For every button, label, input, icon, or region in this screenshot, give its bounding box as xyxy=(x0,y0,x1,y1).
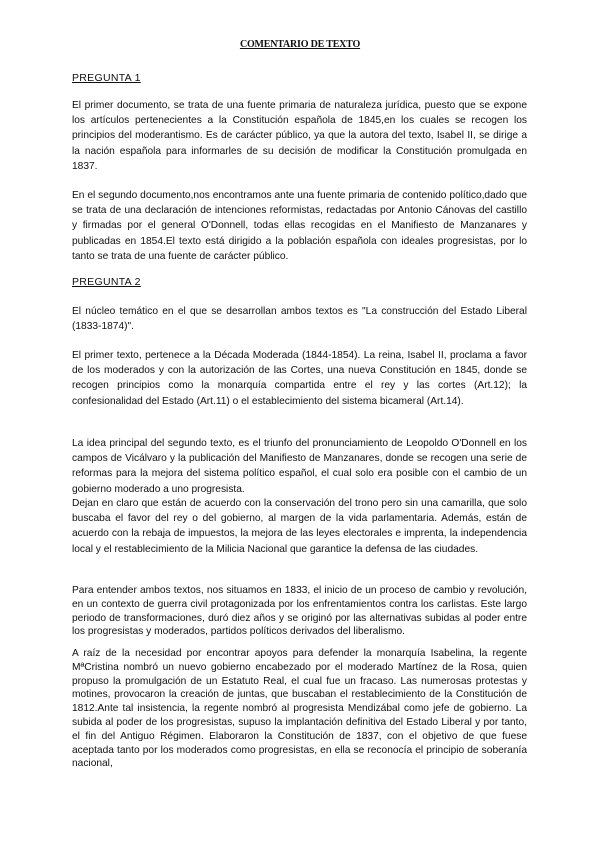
paragraph: El primer documento, se trata de una fuente primaria de naturaleza jurídica, puesto que se expone los artículos pertenecientes a la Constitución española de 1845,en los cuales se recogen los principios del moderantismo. Es de carácter público, ya que la autora del texto, Isabel II, se dirige a la nación española para informarles de su decisión de modificar la Constitución promulgada en 1837. xyxy=(72,100,527,172)
paragraph: El núcleo temático en el que se desarrollan ambos textos es "La construcción del Estado Liberal (1833-1874)". xyxy=(72,306,527,333)
document-title: COMENTARIO DE TEXTO xyxy=(239,39,361,50)
paragraph: A raíz de la necesidad por encontrar apoyos para defender la monarquía Isabelina, la regente MªCristina nombró un nuevo gobierno encabezado por el moderado Martínez de la Rosa, quien propuso la promulgación de un Estatuto Real, el cual fue un fracaso. Las numerosas protestas y motines, provocaron la creación de juntas, que buscaban el restablecimiento de la Constitución de 1812.Ante tal insistencia, la regente nombró al progresista Mendizábal como jefe de gobierno. La subida al poder de los progresistas, supuso la implantación definitiva del Estado Liberal y por tanto, el fin del Antiguo Régimen. Elaboraron la Constitución de 1837, con el objetivo de que fuese aceptada tanto por los moderados como progresistas, en ella se reconocía el principio de soberanía nacional, xyxy=(72,648,527,770)
section-heading-pregunta-1: PREGUNTA 1 xyxy=(72,72,141,84)
section-heading-pregunta-2: PREGUNTA 2 xyxy=(72,276,141,288)
paragraph: Dejan en claro que están de acuerdo con la conservación del trono pero sin una camarilla, que solo buscaba el favor del rey o del gobierno, al margen de la vida parlamentaria. Además, están de acuerdo con la rebaja de impuestos, la mejora de las leyes electorales e imprenta, la independencia local y el restablecimiento de la Milicia Nacional que garantice la defensa de las ciudades. xyxy=(72,498,527,555)
paragraph: El primer texto, pertenece a la Década Moderada (1844-1854). La reina, Isabel II, proclama a favor de los moderados y con la autorización de las Cortes, una nueva Constitución en 1845, donde se recogen principios como la monarquía compartida entre el rey y las cortes (Art.12); la confesionalidad del Estado (Art.11) o el establecimiento del sistema bicameral (Art.14). xyxy=(72,350,527,407)
paragraph: Para entender ambos textos, nos situamos en 1833, el inicio de un proceso de cambio y revolución, en un contexto de guerra civil protagonizada por los enfrentamientos contra los carlistas. Este largo periodo de transformaciones, duró diez años y se originó por las alternativas subidas al poder entre los progresistas y moderados, partidos políticos derivados del liberalismo. xyxy=(72,585,527,638)
paragraph: La idea principal del segundo texto, es el triunfo del pronunciamiento de Leopoldo O'Donnell en los campos de Vicálvaro y la publicación del Manifiesto de Manzanares, donde se recogen una serie de reformas para la mejora del sistema político español, el cual solo era posible con el cambio de un gobierno moderado a uno progresista. xyxy=(72,438,527,495)
paragraph: En el segundo documento,nos encontramos ante una fuente primaria de contenido político,dado que se trata de una declaración de intenciones reformistas, redactadas por Antonio Cánovas del castillo y firmadas por el general O'Donnell, todas ellas recogidas en el Manifiesto de Manzanares y publicadas en 1854.El texto está dirigido a la población española con ideales progresistas, por lo tanto se trata de una fuente de carácter público. xyxy=(72,190,527,262)
